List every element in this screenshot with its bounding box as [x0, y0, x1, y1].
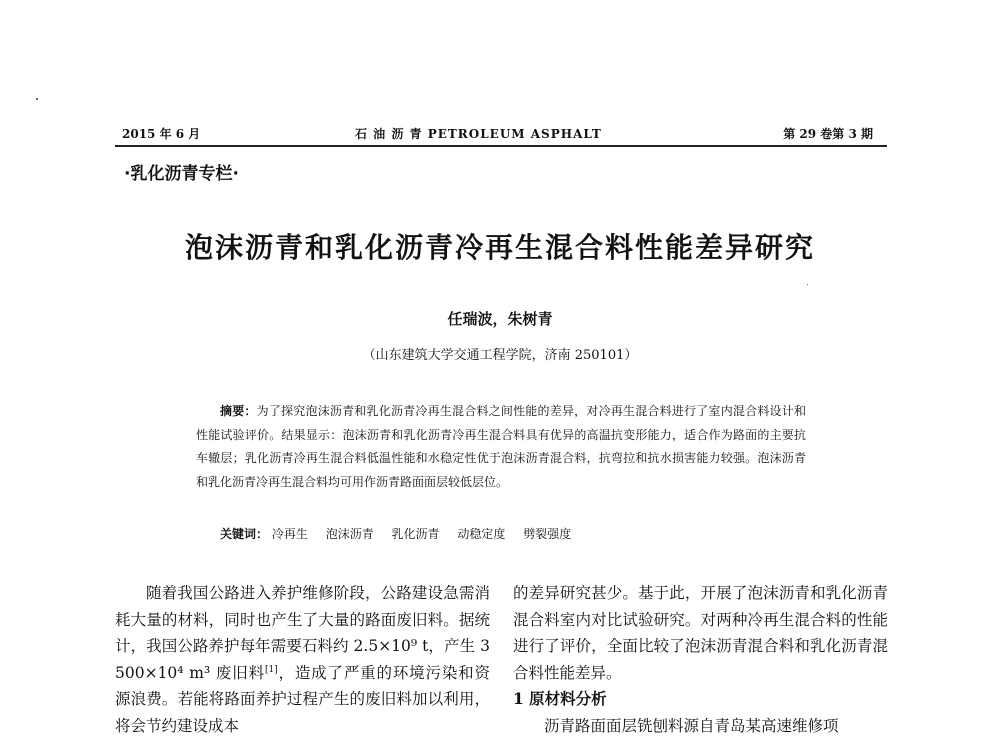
keyword: 冷再生 [271, 527, 308, 541]
affiliation: （山东建筑大学交通工程学院，济南 250101） [362, 348, 638, 363]
scan-speck [36, 98, 38, 100]
body-right-column [513, 580, 888, 739]
authors: 任瑞波，朱树青 [447, 310, 553, 328]
abstract-label: 摘要： [220, 404, 257, 418]
intro-continued: 的差异研究甚少。基于此，开展了泡沫沥青和乳化沥青混合料室内对比试验研究。对两种冷再生混合料的性能进行了评价，全面比较了泡沫沥青混合料和乳化沥青混合料性能差异。 [513, 584, 888, 682]
scan-speck [807, 284, 808, 285]
keywords [220, 525, 585, 542]
section-heading: 1 原材料分析 [513, 689, 607, 708]
body-left-column [115, 580, 490, 739]
abstract-text: 为了探究泡沫沥青和乳化沥青冷再生混合料之间性能的差异，对冷再生混合料进行了室内混合料设计和性能试验评价。结果显示：泡沫沥青和乳化沥青冷再生混合料具有优异的高温抗变形能力，适合作为路面的主要抗车辙层；乳化沥青冷再生混合料低温性能和水稳定性优于泡沫沥青混合料，抗弯拉和抗水损害能力较强。泡沫沥青和乳化沥青冷再生混合料均可用作沥青路面面层较低层位。 [196, 404, 806, 489]
header-date: 2015 年 6 月 [122, 127, 201, 141]
section-paragraph: 沥青路面面层铣刨料源自青岛某高速维修项 [544, 716, 839, 735]
header-journal: 石 油 沥 青 PETROLEUM ASPHALT [355, 127, 602, 141]
keyword: 泡沫沥青 [325, 527, 374, 541]
keyword: 劈裂强度 [523, 527, 572, 541]
keyword: 乳化沥青 [391, 527, 440, 541]
intro-text-1: 随着我国公路进入养护维修阶段，公路建设急需消耗大量的材料，同时也产生了大量的路面废旧料。据统计，我国公路养护每年需要石料约 2.5×10⁹ t，产生 3 500×10⁴ m³ 废旧料 [115, 584, 490, 682]
header-rule [115, 145, 887, 147]
intro-text-2: ，造成了严重的环境污染和资源浪费。若能将路面养护过程产生的废旧料加以利用，将会节约建设成本 [115, 663, 490, 735]
keywords-label: 关键词： [220, 527, 269, 541]
abstract [196, 400, 806, 494]
header-issue: 第 29 卷第 3 期 [783, 127, 873, 141]
column-tag: ·乳化沥青专栏· [124, 164, 239, 184]
keyword: 动稳定度 [457, 527, 506, 541]
intro-paragraph [115, 580, 490, 739]
citation: [1] [264, 664, 278, 675]
paper-title: 泡沫沥青和乳化沥青冷再生混合料性能差异研究 [184, 231, 815, 264]
